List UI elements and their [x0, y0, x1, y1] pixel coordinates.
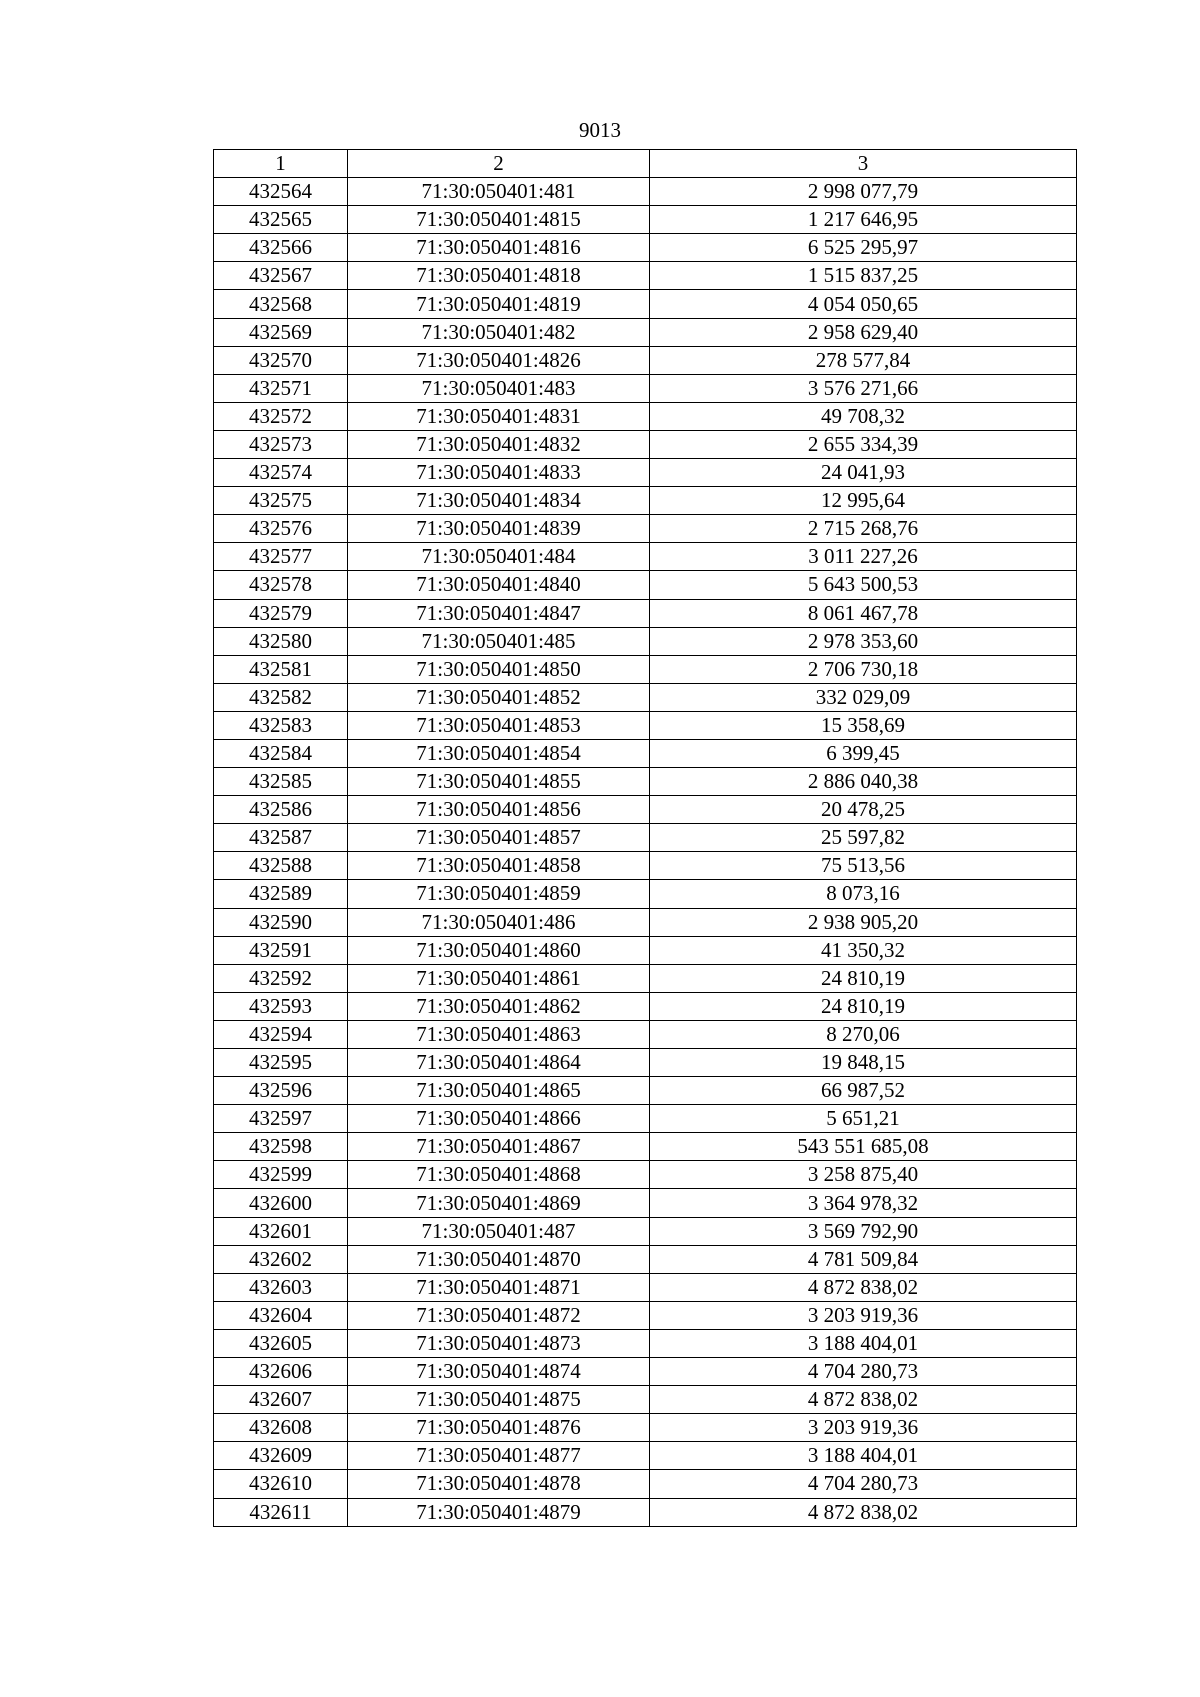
cadastral-number-cell: 71:30:050401:487	[348, 1217, 650, 1245]
cadastral-value-cell: 3 258 875,40	[650, 1161, 1077, 1189]
table-row	[214, 430, 1077, 458]
cadastral-value-cell: 75 513,56	[650, 852, 1077, 880]
cadastral-value-cell: 2 998 077,79	[650, 178, 1077, 206]
cadastral-number-cell: 71:30:050401:4833	[348, 459, 650, 487]
cadastral-number-cell: 71:30:050401:4850	[348, 655, 650, 683]
table-row	[214, 290, 1077, 318]
cadastral-value-cell: 2 715 268,76	[650, 515, 1077, 543]
table-row	[214, 543, 1077, 571]
cadastral-number-cell: 71:30:050401:4865	[348, 1077, 650, 1105]
column-header-cadastral-number: 2	[348, 150, 650, 178]
cadastral-number-cell: 71:30:050401:4873	[348, 1329, 650, 1357]
cadastral-number-cell: 71:30:050401:4852	[348, 683, 650, 711]
table-row	[214, 1077, 1077, 1105]
row-number-cell: 432574	[214, 459, 348, 487]
cadastral-value-cell: 6 525 295,97	[650, 234, 1077, 262]
cadastral-number-cell: 71:30:050401:4854	[348, 739, 650, 767]
cadastral-value-cell: 4 872 838,02	[650, 1273, 1077, 1301]
cadastral-number-cell: 71:30:050401:4874	[348, 1358, 650, 1386]
cadastral-number-cell: 71:30:050401:4870	[348, 1245, 650, 1273]
row-number-cell: 432606	[214, 1358, 348, 1386]
table-row	[214, 234, 1077, 262]
cadastral-number-cell: 71:30:050401:4815	[348, 206, 650, 234]
cadastral-value-cell: 5 643 500,53	[650, 571, 1077, 599]
row-number-cell: 432578	[214, 571, 348, 599]
cadastral-number-cell: 71:30:050401:4871	[348, 1273, 650, 1301]
cadastral-value-cell: 3 364 978,32	[650, 1189, 1077, 1217]
cadastral-value-cell: 8 061 467,78	[650, 599, 1077, 627]
cadastral-value-cell: 24 810,19	[650, 992, 1077, 1020]
row-number-cell: 432583	[214, 711, 348, 739]
row-number-cell: 432587	[214, 824, 348, 852]
table-row	[214, 824, 1077, 852]
cadastral-value-cell: 4 872 838,02	[650, 1386, 1077, 1414]
row-number-cell: 432589	[214, 880, 348, 908]
cadastral-value-cell: 2 706 730,18	[650, 655, 1077, 683]
table-row	[214, 599, 1077, 627]
table-row	[214, 992, 1077, 1020]
row-number-cell: 432590	[214, 908, 348, 936]
cadastral-number-cell: 71:30:050401:4866	[348, 1105, 650, 1133]
cadastral-number-cell: 71:30:050401:4816	[348, 234, 650, 262]
row-number-cell: 432601	[214, 1217, 348, 1245]
cadastral-value-cell: 3 011 227,26	[650, 543, 1077, 571]
cadastral-value-cell: 2 958 629,40	[650, 318, 1077, 346]
cadastral-value-cell: 543 551 685,08	[650, 1133, 1077, 1161]
cadastral-number-cell: 71:30:050401:4840	[348, 571, 650, 599]
table-row	[214, 206, 1077, 234]
table-row	[214, 880, 1077, 908]
cadastral-value-cell: 278 577,84	[650, 346, 1077, 374]
table-row	[214, 1414, 1077, 1442]
cadastral-value-table	[213, 149, 1077, 1527]
cadastral-value-cell: 19 848,15	[650, 1049, 1077, 1077]
row-number-cell: 432603	[214, 1273, 348, 1301]
cadastral-value-cell: 4 704 280,73	[650, 1358, 1077, 1386]
cadastral-number-cell: 71:30:050401:4868	[348, 1161, 650, 1189]
cadastral-value-cell: 2 886 040,38	[650, 768, 1077, 796]
table-row	[214, 683, 1077, 711]
row-number-cell: 432579	[214, 599, 348, 627]
table-row	[214, 459, 1077, 487]
cadastral-value-cell: 1 217 646,95	[650, 206, 1077, 234]
table-row	[214, 936, 1077, 964]
table-row	[214, 768, 1077, 796]
cadastral-value-cell: 25 597,82	[650, 824, 1077, 852]
cadastral-value-cell: 3 203 919,36	[650, 1414, 1077, 1442]
cadastral-value-cell: 8 270,06	[650, 1020, 1077, 1048]
row-number-cell: 432571	[214, 374, 348, 402]
cadastral-value-cell: 2 655 334,39	[650, 430, 1077, 458]
cadastral-number-cell: 71:30:050401:4863	[348, 1020, 650, 1048]
cadastral-number-cell: 71:30:050401:481	[348, 178, 650, 206]
table-row	[214, 1329, 1077, 1357]
cadastral-number-cell: 71:30:050401:486	[348, 908, 650, 936]
table-row	[214, 627, 1077, 655]
cadastral-value-cell: 3 188 404,01	[650, 1329, 1077, 1357]
row-number-cell: 432566	[214, 234, 348, 262]
cadastral-value-cell: 2 978 353,60	[650, 627, 1077, 655]
cadastral-value-cell: 4 054 050,65	[650, 290, 1077, 318]
cadastral-number-cell: 71:30:050401:4831	[348, 402, 650, 430]
table-row	[214, 852, 1077, 880]
cadastral-number-cell: 71:30:050401:4819	[348, 290, 650, 318]
cadastral-value-cell: 332 029,09	[650, 683, 1077, 711]
row-number-cell: 432585	[214, 768, 348, 796]
row-number-cell: 432565	[214, 206, 348, 234]
row-number-cell: 432597	[214, 1105, 348, 1133]
cadastral-number-cell: 71:30:050401:4877	[348, 1442, 650, 1470]
row-number-cell: 432598	[214, 1133, 348, 1161]
row-number-cell: 432564	[214, 178, 348, 206]
cadastral-value-cell: 4 704 280,73	[650, 1470, 1077, 1498]
table-row	[214, 318, 1077, 346]
row-number-cell: 432588	[214, 852, 348, 880]
cadastral-value-cell: 3 569 792,90	[650, 1217, 1077, 1245]
cadastral-number-cell: 71:30:050401:485	[348, 627, 650, 655]
table-row	[214, 655, 1077, 683]
cadastral-value-cell: 41 350,32	[650, 936, 1077, 964]
page-number: 9013	[579, 118, 621, 142]
cadastral-value-cell: 49 708,32	[650, 402, 1077, 430]
cadastral-value-cell: 4 781 509,84	[650, 1245, 1077, 1273]
table-row	[214, 571, 1077, 599]
cadastral-value-cell: 4 872 838,02	[650, 1498, 1077, 1526]
cadastral-number-cell: 71:30:050401:4862	[348, 992, 650, 1020]
cadastral-number-cell: 71:30:050401:4839	[348, 515, 650, 543]
row-number-cell: 432582	[214, 683, 348, 711]
table-row	[214, 1273, 1077, 1301]
table-row	[214, 402, 1077, 430]
row-number-cell: 432602	[214, 1245, 348, 1273]
table-row	[214, 1020, 1077, 1048]
row-number-cell: 432595	[214, 1049, 348, 1077]
row-number-cell: 432567	[214, 262, 348, 290]
cadastral-value-cell: 3 203 919,36	[650, 1301, 1077, 1329]
cadastral-number-cell: 71:30:050401:4857	[348, 824, 650, 852]
cadastral-number-cell: 71:30:050401:484	[348, 543, 650, 571]
row-number-cell: 432611	[214, 1498, 348, 1526]
row-number-cell: 432584	[214, 739, 348, 767]
row-number-cell: 432610	[214, 1470, 348, 1498]
row-number-cell: 432581	[214, 655, 348, 683]
table-row	[214, 1498, 1077, 1526]
table-row	[214, 487, 1077, 515]
row-number-cell: 432604	[214, 1301, 348, 1329]
row-number-cell: 432599	[214, 1161, 348, 1189]
cadastral-number-cell: 71:30:050401:4853	[348, 711, 650, 739]
row-number-cell: 432593	[214, 992, 348, 1020]
cadastral-number-cell: 71:30:050401:4859	[348, 880, 650, 908]
cadastral-number-cell: 71:30:050401:4875	[348, 1386, 650, 1414]
table-row	[214, 1161, 1077, 1189]
row-number-cell: 432591	[214, 936, 348, 964]
row-number-cell: 432607	[214, 1386, 348, 1414]
table-row	[214, 1049, 1077, 1077]
cadastral-number-cell: 71:30:050401:482	[348, 318, 650, 346]
row-number-cell: 432568	[214, 290, 348, 318]
row-number-cell: 432569	[214, 318, 348, 346]
row-number-cell: 432609	[214, 1442, 348, 1470]
row-number-cell: 432594	[214, 1020, 348, 1048]
cadastral-value-cell: 2 938 905,20	[650, 908, 1077, 936]
table-row	[214, 1189, 1077, 1217]
table-row	[214, 1442, 1077, 1470]
table-row	[214, 515, 1077, 543]
row-number-cell: 432608	[214, 1414, 348, 1442]
cadastral-number-cell: 71:30:050401:4860	[348, 936, 650, 964]
table-body	[214, 178, 1077, 1527]
table-row	[214, 1217, 1077, 1245]
table-row	[214, 1358, 1077, 1386]
cadastral-number-cell: 71:30:050401:4861	[348, 964, 650, 992]
table-row	[214, 374, 1077, 402]
row-number-cell: 432596	[214, 1077, 348, 1105]
cadastral-number-cell: 71:30:050401:4847	[348, 599, 650, 627]
row-number-cell: 432573	[214, 430, 348, 458]
table-row	[214, 178, 1077, 206]
cadastral-value-cell: 12 995,64	[650, 487, 1077, 515]
table-row	[214, 796, 1077, 824]
cadastral-value-cell: 3 576 271,66	[650, 374, 1077, 402]
cadastral-value-cell: 5 651,21	[650, 1105, 1077, 1133]
row-number-cell: 432580	[214, 627, 348, 655]
row-number-cell: 432605	[214, 1329, 348, 1357]
cadastral-value-cell: 24 041,93	[650, 459, 1077, 487]
cadastral-number-cell: 71:30:050401:4855	[348, 768, 650, 796]
cadastral-number-cell: 71:30:050401:4818	[348, 262, 650, 290]
column-header-value: 3	[650, 150, 1077, 178]
table-row	[214, 1245, 1077, 1273]
table-row	[214, 711, 1077, 739]
row-number-cell: 432600	[214, 1189, 348, 1217]
table-row	[214, 346, 1077, 374]
cadastral-number-cell: 71:30:050401:4858	[348, 852, 650, 880]
table-row	[214, 964, 1077, 992]
cadastral-number-cell: 71:30:050401:4856	[348, 796, 650, 824]
table-row	[214, 1386, 1077, 1414]
cadastral-number-cell: 71:30:050401:4832	[348, 430, 650, 458]
row-number-cell: 432575	[214, 487, 348, 515]
row-number-cell: 432577	[214, 543, 348, 571]
cadastral-number-cell: 71:30:050401:4867	[348, 1133, 650, 1161]
cadastral-value-cell: 66 987,52	[650, 1077, 1077, 1105]
cadastral-value-cell: 15 358,69	[650, 711, 1077, 739]
row-number-cell: 432586	[214, 796, 348, 824]
cadastral-value-cell: 1 515 837,25	[650, 262, 1077, 290]
column-header-number: 1	[214, 150, 348, 178]
table-row	[214, 1301, 1077, 1329]
table-header-row	[214, 150, 1077, 178]
cadastral-number-cell: 71:30:050401:4826	[348, 346, 650, 374]
cadastral-number-cell: 71:30:050401:4876	[348, 1414, 650, 1442]
table-row	[214, 739, 1077, 767]
row-number-cell: 432570	[214, 346, 348, 374]
cadastral-value-cell: 20 478,25	[650, 796, 1077, 824]
cadastral-number-cell: 71:30:050401:4872	[348, 1301, 650, 1329]
cadastral-number-cell: 71:30:050401:4878	[348, 1470, 650, 1498]
row-number-cell: 432576	[214, 515, 348, 543]
cadastral-number-cell: 71:30:050401:4879	[348, 1498, 650, 1526]
table-row	[214, 908, 1077, 936]
table-row	[214, 1105, 1077, 1133]
cadastral-number-cell: 71:30:050401:4869	[348, 1189, 650, 1217]
table-row	[214, 1470, 1077, 1498]
cadastral-number-cell: 71:30:050401:4864	[348, 1049, 650, 1077]
cadastral-value-cell: 24 810,19	[650, 964, 1077, 992]
cadastral-value-cell: 6 399,45	[650, 739, 1077, 767]
cadastral-number-cell: 71:30:050401:483	[348, 374, 650, 402]
table-row	[214, 1133, 1077, 1161]
table-row	[214, 262, 1077, 290]
cadastral-number-cell: 71:30:050401:4834	[348, 487, 650, 515]
cadastral-value-cell: 8 073,16	[650, 880, 1077, 908]
row-number-cell: 432592	[214, 964, 348, 992]
cadastral-value-cell: 3 188 404,01	[650, 1442, 1077, 1470]
row-number-cell: 432572	[214, 402, 348, 430]
